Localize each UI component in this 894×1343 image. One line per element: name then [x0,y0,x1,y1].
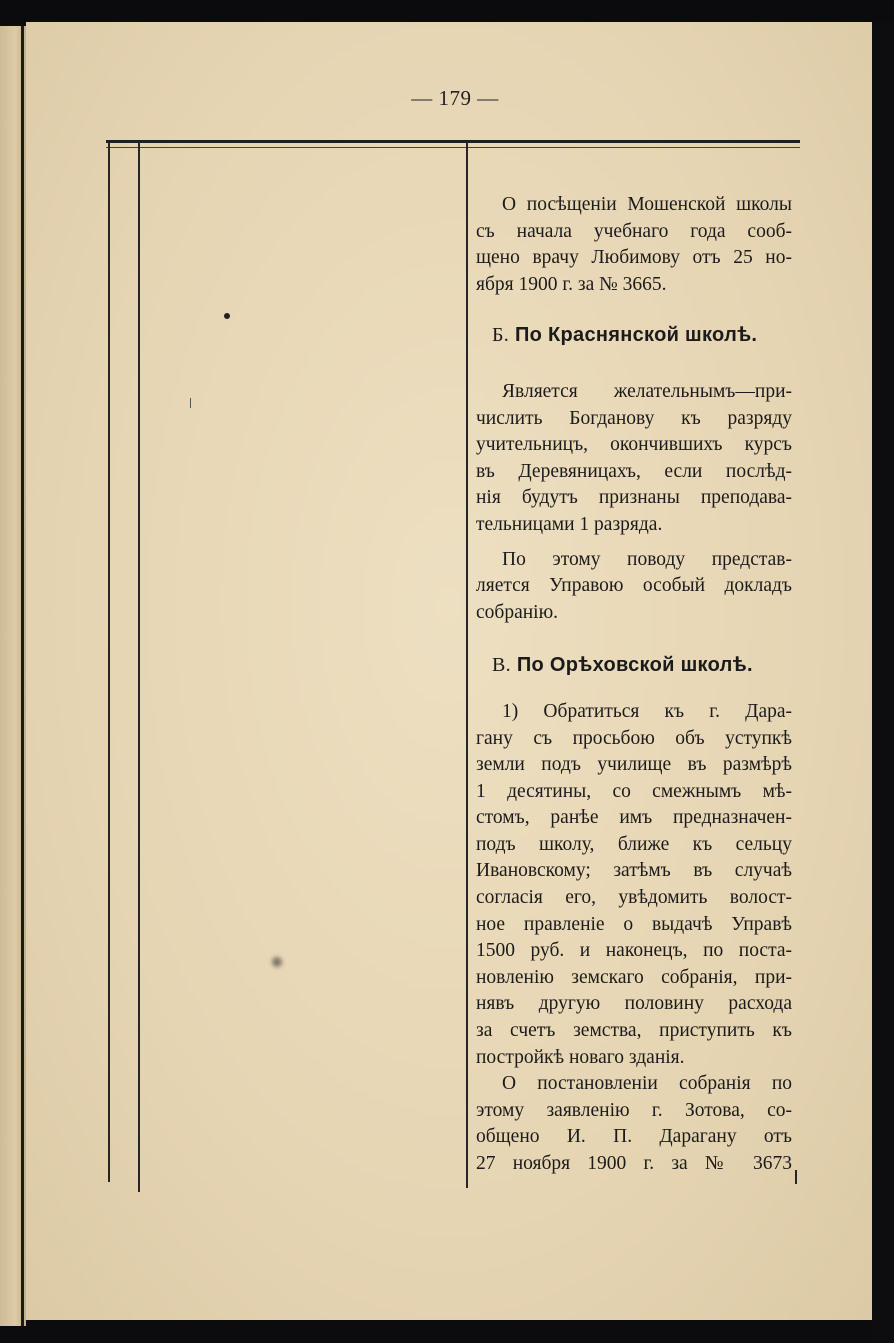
section-title: По Орѣховской школѣ. [516,654,753,677]
text-line: числить Богданову къ разряду [476,407,792,429]
text-line: съ начала учебнаго года сооб- [476,220,792,242]
paragraph [476,547,792,627]
text-line: 1 десятины, со смежнымъ мѣ- [476,780,792,802]
ink-dot [224,313,230,319]
text-line: ляется Управою особый докладъ [476,575,792,597]
text-line: за счетъ земства, приступить къ [476,1020,792,1042]
book-spine [21,26,24,1326]
section-heading-krasnyanskaya [476,322,792,349]
ink-smudge [272,957,282,967]
text-line: подъ школу, ближе къ сельцу [476,833,792,855]
text-line: нявъ другую половину расхода [476,993,792,1015]
section-moshenskaya [476,192,792,298]
text-line: общено И. П. Дарагану отъ [476,1126,792,1148]
text-line: собранію. [476,601,559,623]
page-number: — 179 — [411,86,499,110]
ink-tick [190,398,191,408]
left-column-rule-inner [138,142,140,1192]
text-line: щено врачу Любимову отъ 25 но- [476,247,792,269]
text-line: По этому поводу представ- [502,548,792,570]
paragraph [476,699,792,1071]
text-line: ября 1900 г. за № 3665. [476,273,667,295]
top-dark-margin [0,0,894,22]
text-line: въ Деревяницахъ, если послѣд- [476,460,792,482]
bleed-through-area [150,200,460,1140]
text-line: 1) Обратиться къ г. Дара- [502,700,792,722]
text-line: гану съ просьбою объ уступкѣ [476,727,792,749]
text-line: учительницъ, окончившихъ курсъ [476,434,792,456]
text-line: постройкѣ новаго зданія. [476,1046,685,1068]
table-top-rule [106,140,800,143]
text-line: О постановленіи собранія по [502,1073,792,1095]
paragraph [476,1071,792,1177]
text-line: нія будутъ признаны преподава- [476,487,792,509]
right-dark-margin [872,22,894,1343]
table-top-rule-thin [106,147,800,148]
text-line: тельницами 1 разряда. [476,513,663,535]
center-column-rule [466,142,468,1188]
text-line: 1500 руб. и наконецъ, по поста- [476,940,792,962]
text-line: земли подъ училище въ размѣрѣ [476,754,792,776]
right-text-column [476,192,792,1178]
right-column-rule-stub [795,1170,797,1184]
text-line: этому заявленію г. Зотова, со- [476,1099,792,1121]
text-line: стомъ, ранѣе имъ предназначен- [476,807,792,829]
text-line: 27 ноября 1900 г. за № 3673 [476,1153,792,1174]
text-line: Ивановскому; затѣмъ въ случаѣ [476,860,792,882]
text-line: новленію земскаго собранія, при- [476,966,792,988]
section-letter: В. [492,654,511,677]
section-title: По Краснянской школѣ. [514,324,758,347]
paragraph [476,379,792,539]
left-column-rule [108,142,110,1182]
text-line: Является желательнымъ—при- [502,380,792,402]
text-line: согласія его, увѣдомить волост- [476,887,792,909]
text-line: ное правленіе о выдачѣ Управѣ [476,913,792,935]
text-line: О посѣщеніи Мошенской школы [502,194,792,215]
section-letter: Б. [492,324,510,347]
section-heading-orekhovskaya [476,652,792,679]
